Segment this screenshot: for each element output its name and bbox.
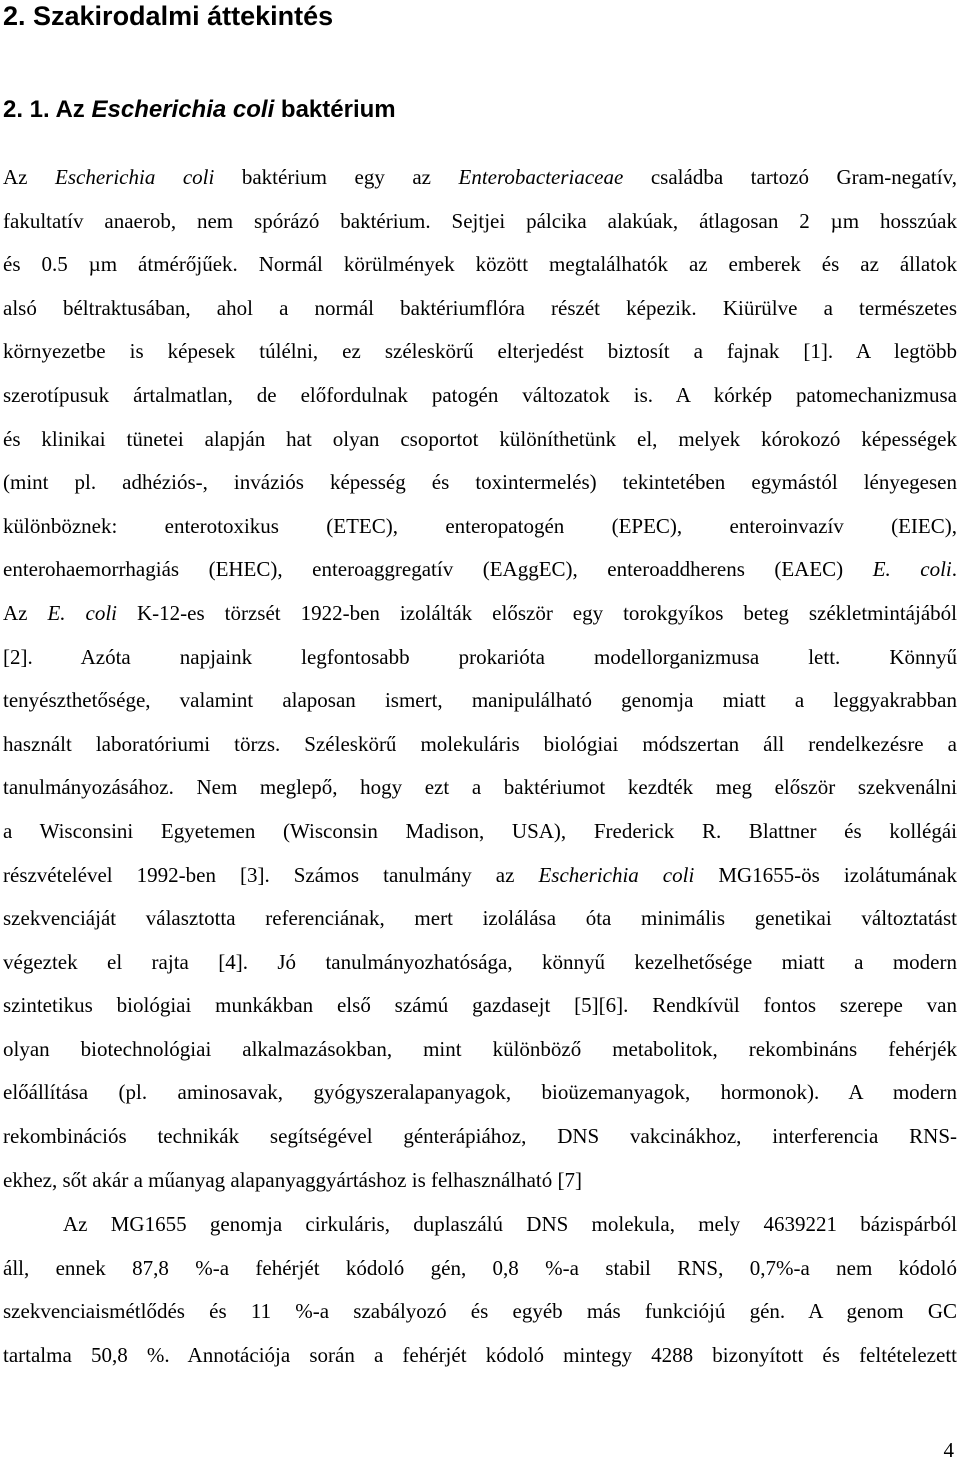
- text-line: [3, 1028, 957, 1072]
- text-run: enterohaemorrhagiás (EHEC), enteroaggregatív (EAggEC), enteroaddherens (EAEC): [3, 557, 873, 582]
- text-run: és 0.5 µm átmérőjűek. Normál körülmények között megtalálhatók az emberek és az állatok: [3, 252, 957, 277]
- text-line: [3, 418, 957, 462]
- text-line: [3, 897, 957, 941]
- text-run: és klinikai tünetei alapján hat olyan csoportot különíthetünk el, melyek kórokozó képességek: [3, 426, 957, 451]
- italic-term: E. coli: [47, 600, 118, 625]
- text-line: [3, 1203, 957, 1247]
- text-run: Az: [3, 600, 48, 625]
- text-run: olyan biotechnológiai alkalmazásokban, mint különböző metabolitok, rekombináns fehérjék: [3, 1036, 957, 1061]
- text-line: [3, 1247, 957, 1291]
- italic-term: Escherichia coli: [55, 165, 215, 189]
- text-run: Az MG1655 genomja cirkuláris, duplaszálú DNS molekula, mely 4639221 bázispárból: [63, 1212, 957, 1236]
- text-run: végeztek el rajta [4]. Jó tanulmányozhatósága, könnyű kezelhetősége miatt a modern: [3, 949, 957, 974]
- subsection-heading-suffix: baktérium: [274, 96, 396, 123]
- text-line: [3, 1334, 957, 1378]
- text-line: [3, 374, 957, 418]
- text-line: [3, 548, 957, 592]
- text-line: [3, 679, 957, 723]
- section-heading: 2. Szakirodalmi áttekintés: [3, 1, 334, 31]
- text-line: [3, 1290, 957, 1334]
- text-run: [2]. Azóta napjaink legfontosabb prokarióta modellorganizmusa lett. Könnyű: [3, 644, 957, 669]
- text-line: [3, 636, 957, 680]
- text-run: fakultatív anaerob, nem spórázó baktérium. Sejtjei pálcika alakúak, átlagosan 2 µm hosszúak: [3, 208, 957, 233]
- text-run: használt laboratóriumi törzs. Széleskörű molekuláris biológiai módszertan áll rendelkezésre a: [3, 731, 957, 756]
- subsection-heading-species: Escherichia coli: [91, 96, 275, 123]
- text-line: [3, 1159, 957, 1203]
- text-line: [3, 854, 957, 898]
- text-run: szekvenciaismétlődés és 11 %-a szabályozó és egyéb más funkciójú gén. A genom GC: [3, 1299, 957, 1324]
- text-run: alsó béltraktusában, ahol a normál baktériumflóra részét képezik. Kiürülve a természetes: [3, 295, 957, 320]
- text-line: [3, 592, 957, 636]
- text-line: [3, 461, 957, 505]
- text-run: családba tartozó Gram-negatív,: [623, 165, 957, 189]
- text-run: áll, ennek 87,8 %-a fehérjét kódoló gén, 0,8 %-a stabil RNS, 0,7%-a nem kódoló: [3, 1255, 957, 1280]
- text-run: szekvenciáját választotta referenciának, mert izolálása óta minimális genetikai változtatást: [3, 906, 957, 931]
- italic-term: Escherichia coli: [538, 862, 695, 887]
- text-line: [3, 766, 957, 810]
- text-run: K-12-es törzsét 1922-ben izolálták először egy torokgyíkos beteg székletmintájából: [117, 600, 957, 625]
- paragraph-ecoli-overview: [3, 156, 957, 1202]
- text-line: [3, 1115, 957, 1159]
- text-run: baktérium egy az: [214, 165, 459, 189]
- text-run: tanulmányozásához. Nem meglepő, hogy ezt a baktériumot kezdték meg először szekvenálni: [3, 775, 957, 800]
- text-run: .: [951, 557, 957, 582]
- text-run: tartalma 50,8 %. Annotációja során a fehérjét kódoló mintegy 4288 bizonyított és feltételezett: [3, 1342, 957, 1367]
- text-run: ekhez, sőt akár a műanyag alapanyaggyártáshoz is felhasználható [7]: [3, 1167, 582, 1192]
- paragraph-mg1655-genome: [3, 1203, 957, 1377]
- text-run: részvételével 1992-ben [3]. Számos tanulmány az: [3, 862, 539, 887]
- text-line: [3, 984, 957, 1028]
- text-line: [3, 505, 957, 549]
- text-line: [3, 156, 957, 200]
- italic-term: Enterobacteriaceae: [458, 165, 624, 189]
- text-line: [3, 330, 957, 374]
- text-run: tenyészthetősége, valamint alaposan ismert, manipulálható genomja miatt a leggyakrabban: [3, 688, 957, 713]
- text-run: környezetbe is képesek túlélni, ez széleskörű elterjedést biztosít a fajnak [1]. A legtöbb: [3, 339, 957, 364]
- text-line: [3, 941, 957, 985]
- text-line: [3, 810, 957, 854]
- page-number: 4: [943, 1438, 954, 1462]
- text-run: előállítása (pl. aminosavak, gyógyszeralapanyagok, bioüzemanyagok, hormonok). A modern: [3, 1080, 957, 1105]
- subsection-heading: [3, 94, 396, 126]
- subsection-heading-prefix: 2. 1. Az: [3, 96, 92, 123]
- text-run: a Wisconsini Egyetemen (Wisconsin Madison, USA), Frederick R. Blattner és kollégái: [3, 818, 957, 843]
- text-line: [3, 200, 957, 244]
- text-run: szerotípusuk ártalmatlan, de előfordulnak patogén változatok is. A kórkép patomechanizmusa: [3, 382, 957, 407]
- text-run: különböznek: enterotoxikus (ETEC), enteropatogén (EPEC), enteroinvazív (EIEC),: [3, 513, 957, 538]
- text-line: [3, 1071, 957, 1115]
- italic-term: E. coli: [872, 557, 952, 582]
- text-run: szintetikus biológiai munkákban első számú gazdasejt [5][6]. Rendkívül fontos szerepe van: [3, 993, 957, 1018]
- text-run: rekombinációs technikák segítségével génterápiához, DNS vakcinákhoz, interferencia RNS-: [3, 1124, 957, 1149]
- text-line: [3, 723, 957, 767]
- text-run: MG1655-ös izolátumának: [694, 862, 958, 887]
- text-line: [3, 287, 957, 331]
- text-line: [3, 243, 957, 287]
- text-run: Az: [3, 165, 56, 189]
- text-run: (mint pl. adhéziós-, inváziós képesség és toxintermelés) tekintetében egymástól lényegesen: [3, 470, 957, 495]
